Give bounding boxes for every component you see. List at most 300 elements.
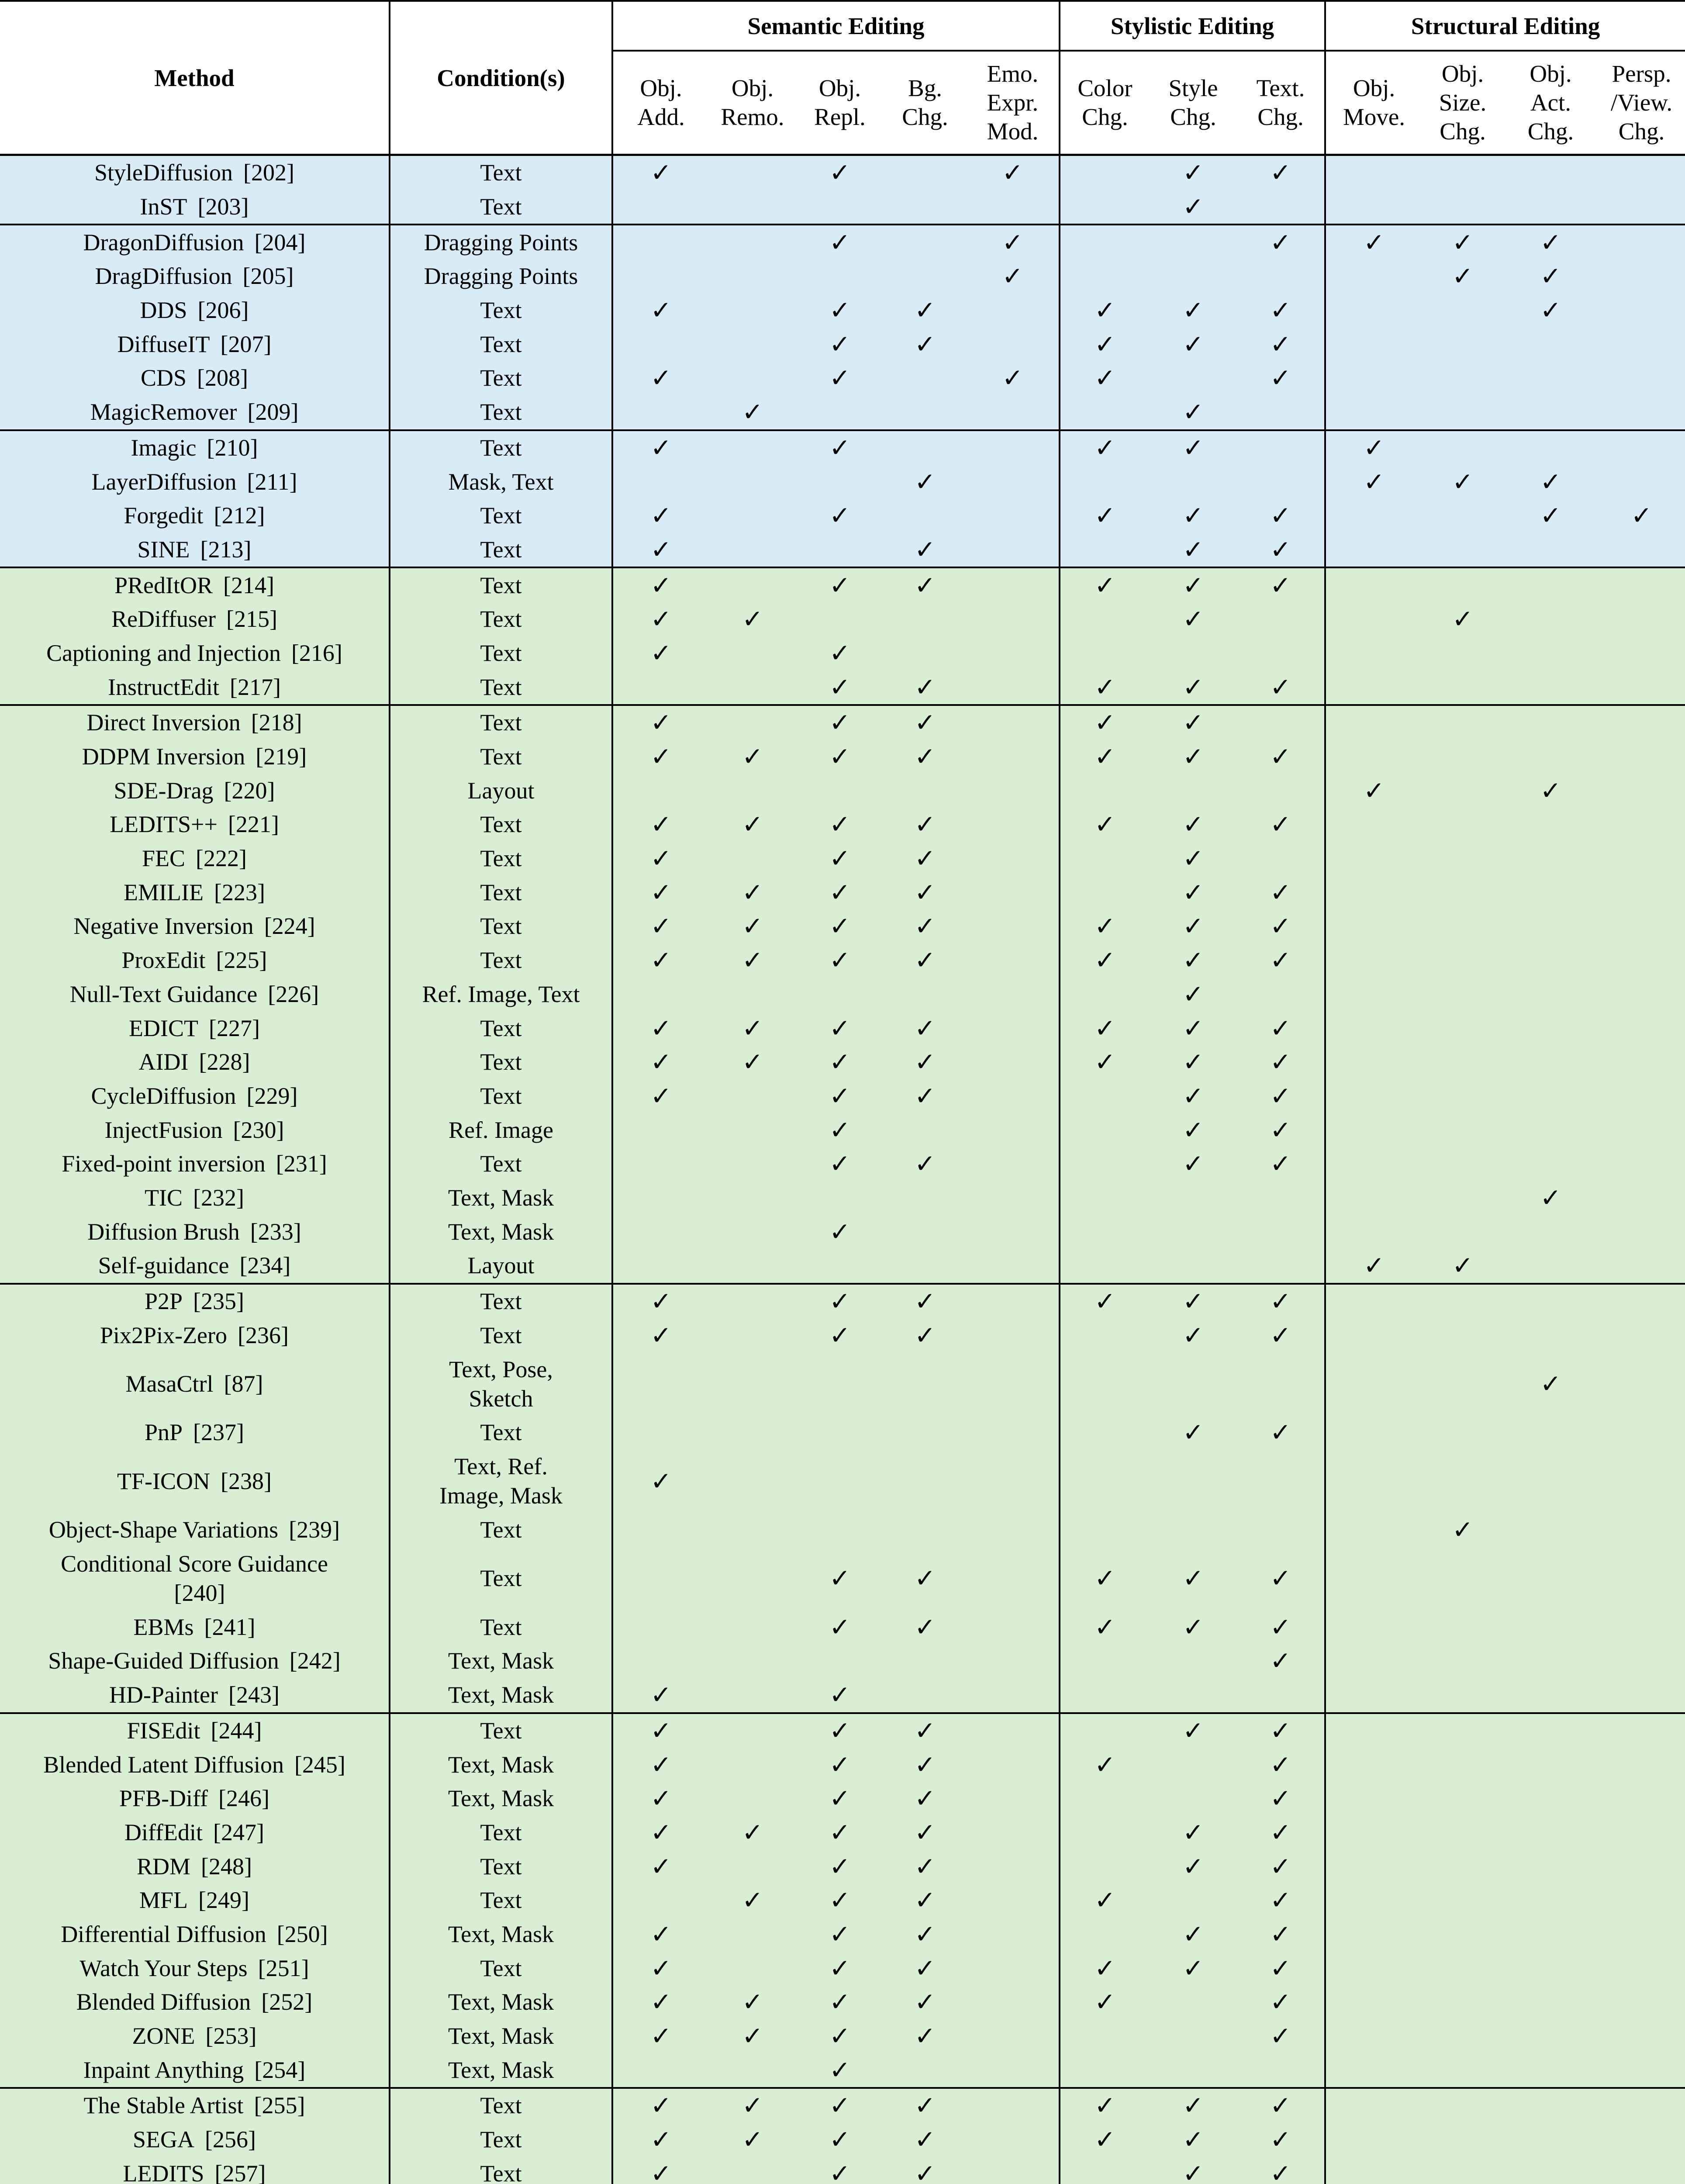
condition-cell [390,1849,612,1883]
checkmark-icon: ✓ [1237,740,1325,774]
empty-cell [884,155,967,190]
empty-cell [967,1215,1060,1249]
empty-cell [1422,2156,1503,2184]
empty-cell [709,1644,796,1678]
checkmark-icon: ✓ [1060,1547,1150,1610]
empty-cell [1503,1249,1598,1284]
empty-cell [1325,1513,1422,1547]
method-cell [0,943,390,978]
checkmark-icon: ✓ [796,1318,884,1352]
empty-cell [709,1113,796,1147]
method-header: Method [0,2,390,155]
empty-cell [884,2053,967,2088]
condition-cell [390,567,612,602]
checkmark-icon: ✓ [884,1079,967,1113]
checkmark-icon: ✓ [612,2156,709,2184]
empty-cell [1060,259,1150,294]
condition-cell [390,1113,612,1147]
checkmark-icon: ✓ [1422,259,1503,294]
method-cell [0,499,390,533]
checkmark-icon: ✓ [1237,1883,1325,1918]
empty-cell [884,1450,967,1513]
method-citation: [231] [276,1151,327,1177]
method-citation: [228] [199,1049,250,1075]
task-header-line: Chg. [902,104,948,130]
empty-cell [1325,1352,1422,1416]
method-name: MFL [139,1887,188,1914]
group-header-2: Structural Editing [1325,2,1685,51]
checkmark-icon: ✓ [612,1748,709,1782]
checkmark-icon: ✓ [1237,567,1325,602]
empty-cell [967,430,1060,465]
empty-cell [1060,190,1150,225]
checkmark-icon: ✓ [1237,1816,1325,1850]
method-name: RDM [137,1853,191,1880]
method-name: InST [140,194,187,220]
checkmark-icon: ✓ [1060,499,1150,533]
checkmark-icon: ✓ [1503,499,1598,533]
method-cell [0,1249,390,1284]
empty-cell [1598,2088,1685,2123]
empty-cell [709,327,796,361]
condition-text: Text [480,1517,522,1543]
empty-cell [709,1249,796,1284]
checkmark-icon: ✓ [796,1748,884,1782]
checkmark-icon: ✓ [1150,943,1237,978]
empty-cell [1503,1079,1598,1113]
condition-cell [390,1147,612,1181]
empty-cell [1325,1985,1422,2019]
empty-cell [1060,1678,1150,1713]
checkmark-icon: ✓ [796,225,884,259]
empty-cell [1150,1678,1237,1713]
checkmark-icon: ✓ [884,875,967,909]
empty-cell [1325,740,1422,774]
checkmark-icon: ✓ [1237,1318,1325,1352]
empty-cell [1325,808,1422,842]
empty-cell [1060,1918,1150,1952]
empty-cell [884,602,967,636]
empty-cell [1598,1113,1685,1147]
empty-cell [709,670,796,705]
empty-cell [1598,190,1685,225]
checkmark-icon: ✓ [1060,2123,1150,2157]
checkmark-icon: ✓ [1237,294,1325,328]
checkmark-icon: ✓ [796,808,884,842]
empty-cell [1598,1249,1685,1284]
empty-cell [1060,636,1150,670]
checkmark-icon: ✓ [967,259,1060,294]
empty-cell [1598,1513,1685,1547]
method-cell [0,1352,390,1416]
empty-cell [967,1450,1060,1513]
condition-cell [390,1513,612,1547]
empty-cell [709,1678,796,1713]
empty-cell [1237,842,1325,876]
task-header-line: Chg. [1527,118,1574,145]
empty-cell [1598,1215,1685,1249]
checkmark-icon: ✓ [1060,808,1150,842]
checkmark-icon: ✓ [1150,294,1237,328]
empty-cell [1237,190,1325,225]
empty-cell [1422,1147,1503,1181]
method-citation: [212] [214,502,265,529]
checkmark-icon: ✓ [1150,533,1237,568]
empty-cell [1325,190,1422,225]
task-header-line: Obj. [818,75,861,101]
condition-text: Text [480,811,522,838]
checkmark-icon: ✓ [884,670,967,705]
table-row [0,1215,1685,1249]
checkmark-icon: ✓ [1060,1951,1150,1985]
condition-text: Text [480,743,522,770]
method-name: The Stable Artist [83,2092,244,2119]
method-name: EMILIE [124,879,204,905]
checkmark-icon: ✓ [1150,1849,1237,1883]
checkmark-icon: ✓ [612,1782,709,1816]
checkmark-icon: ✓ [612,1816,709,1850]
checkmark-icon: ✓ [1503,225,1598,259]
empty-cell [796,978,884,1012]
empty-cell [1598,875,1685,909]
empty-cell [1237,1352,1325,1416]
checkmark-icon: ✓ [1150,499,1237,533]
empty-cell [709,1713,796,1748]
empty-cell [1150,225,1237,259]
method-cell [0,190,390,225]
empty-cell [796,774,884,808]
checkmark-icon: ✓ [1150,395,1237,430]
condition-text: Text [480,639,522,666]
method-citation: [247] [213,1819,264,1845]
checkmark-icon: ✓ [1598,499,1685,533]
empty-cell [709,499,796,533]
table-row [0,1985,1685,2019]
empty-cell [967,190,1060,225]
checkmark-icon: ✓ [796,1547,884,1610]
empty-cell [1150,2053,1237,2088]
empty-cell [1150,259,1237,294]
table-row [0,430,1685,465]
empty-cell [709,567,796,602]
checkmark-icon: ✓ [1325,465,1422,499]
empty-cell [796,1416,884,1450]
empty-cell [1325,361,1422,395]
checkmark-icon: ✓ [796,2123,884,2157]
empty-cell [1060,1079,1150,1113]
empty-cell [1422,361,1503,395]
empty-cell [612,1147,709,1181]
condition-text: Text [480,709,522,736]
empty-cell [612,978,709,1012]
empty-cell [1598,1011,1685,1045]
method-citation: [224] [264,913,315,940]
empty-cell [1422,395,1503,430]
empty-cell [1237,1513,1325,1547]
condition-text: Text, Mask [448,1921,554,1947]
checkmark-icon: ✓ [1150,2123,1237,2157]
checkmark-icon: ✓ [884,909,967,943]
method-name: PnP [144,1419,183,1446]
condition-cell [390,1547,612,1610]
method-name: Negative Inversion [73,913,254,940]
empty-cell [967,740,1060,774]
method-citation: [242] [289,1648,341,1674]
condition-text: Text, Mask [448,1184,554,1211]
condition-cell [390,875,612,909]
checkmark-icon: ✓ [1503,1352,1598,1416]
checkmark-icon: ✓ [884,1985,967,2019]
condition-text: Text [480,1419,522,1446]
empty-cell [884,1644,967,1678]
empty-cell [1060,1513,1150,1547]
checkmark-icon: ✓ [1237,1045,1325,1079]
empty-cell [1598,430,1685,465]
empty-cell [1598,1678,1685,1713]
method-citation: [233] [250,1218,301,1245]
empty-cell [709,465,796,499]
condition-text: Text [480,845,522,872]
empty-cell [1325,1816,1422,1850]
empty-cell [1060,1416,1150,1450]
condition-cell [390,1748,612,1782]
task-header-10 [1503,51,1598,155]
empty-cell [1325,909,1422,943]
condition-cell [390,2123,612,2157]
checkmark-icon: ✓ [1237,1610,1325,1644]
empty-cell [1237,1181,1325,1215]
empty-cell [612,2053,709,2088]
empty-cell [1598,327,1685,361]
method-citation: [246] [218,1785,270,1812]
empty-cell [1503,1215,1598,1249]
empty-cell [709,636,796,670]
condition-cell [390,842,612,876]
empty-cell [1598,1318,1685,1352]
checkmark-icon: ✓ [1150,808,1237,842]
checkmark-icon: ✓ [612,1318,709,1352]
table-row [0,670,1685,705]
checkmark-icon: ✓ [796,361,884,395]
checkmark-icon: ✓ [796,294,884,328]
empty-cell [884,1678,967,1713]
method-citation: [216] [291,639,342,666]
checkmark-icon: ✓ [1237,327,1325,361]
empty-cell [1150,1883,1237,1918]
empty-cell [709,155,796,190]
empty-cell [884,1113,967,1147]
checkmark-icon: ✓ [1060,1985,1150,2019]
method-citation: [237] [193,1419,245,1446]
condition-cell [390,1951,612,1985]
checkmark-icon: ✓ [796,1113,884,1147]
table-row [0,2019,1685,2053]
empty-cell [1503,2156,1598,2184]
empty-cell [612,190,709,225]
checkmark-icon: ✓ [796,1147,884,1181]
checkmark-icon: ✓ [1237,875,1325,909]
empty-cell [1325,1318,1422,1352]
empty-cell [884,190,967,225]
checkmark-icon: ✓ [709,1011,796,1045]
table-row [0,155,1685,190]
condition-text: Layout [467,777,535,804]
method-name: DDS [140,297,187,324]
checkmark-icon: ✓ [1150,602,1237,636]
checkmark-icon: ✓ [1503,774,1598,808]
conditions-header: Condition(s) [390,2,612,155]
condition-cell [390,740,612,774]
empty-cell [1598,2019,1685,2053]
empty-cell [1325,1450,1422,1513]
empty-cell [1422,1181,1503,1215]
condition-text: Image, Mask [439,1482,563,1509]
empty-cell [1598,1450,1685,1513]
checkmark-icon: ✓ [884,533,967,568]
table-row [0,567,1685,602]
method-cell [0,1284,390,1319]
condition-cell [390,1318,612,1352]
task-header-line: Size. [1439,89,1487,116]
table-row [0,875,1685,909]
empty-cell [1422,1713,1503,1748]
condition-text: Text [480,1151,522,1177]
method-cell [0,225,390,259]
condition-text: Text, Mask [448,2023,554,2049]
table-row [0,190,1685,225]
empty-cell [1422,1284,1503,1319]
checkmark-icon: ✓ [612,1045,709,1079]
empty-cell [1325,1113,1422,1147]
checkmark-icon: ✓ [612,1284,709,1319]
empty-cell [1503,1318,1598,1352]
method-name: Watch Your Steps [79,1955,248,1981]
method-name: FISEdit [127,1717,200,1744]
table-row [0,705,1685,740]
checkmark-icon: ✓ [1237,1416,1325,1450]
checkmark-icon: ✓ [612,430,709,465]
empty-cell [967,808,1060,842]
method-name: StyleDiffusion [94,159,233,186]
checkmark-icon: ✓ [1150,327,1237,361]
condition-cell [390,190,612,225]
method-citation: [219] [256,743,307,770]
empty-cell [1060,1644,1150,1678]
checkmark-icon: ✓ [1150,1284,1237,1319]
checkmark-icon: ✓ [1237,2156,1325,2184]
empty-cell [1325,294,1422,328]
method-name: LEDITS++ [110,811,218,838]
empty-cell [1598,1883,1685,1918]
empty-cell [1422,670,1503,705]
method-cell [0,1011,390,1045]
condition-text: Text [480,1614,522,1640]
checkmark-icon: ✓ [612,1678,709,1713]
empty-cell [884,636,967,670]
method-citation: [203] [197,194,249,220]
empty-cell [1060,2019,1150,2053]
table-row [0,1713,1685,1748]
task-header-9 [1422,51,1503,155]
checkmark-icon: ✓ [1422,1249,1503,1284]
empty-cell [1598,602,1685,636]
checkmark-icon: ✓ [884,465,967,499]
method-citation: [208] [197,365,248,391]
empty-cell [612,1249,709,1284]
empty-cell [1325,1951,1422,1985]
condition-cell [390,155,612,190]
checkmark-icon: ✓ [1237,499,1325,533]
table-row [0,2053,1685,2088]
method-cell [0,2156,390,2184]
task-header-line: /View. [1610,89,1673,116]
empty-cell [1503,361,1598,395]
empty-cell [709,1147,796,1181]
condition-cell [390,1249,612,1284]
table-row [0,808,1685,842]
checkmark-icon: ✓ [612,361,709,395]
method-name: Shape-Guided Diffusion [48,1648,279,1674]
method-name: P2P [144,1288,183,1315]
condition-text: Text [480,2126,522,2153]
empty-cell [1237,2053,1325,2088]
empty-cell [967,875,1060,909]
empty-cell [1503,1011,1598,1045]
empty-cell [1503,2019,1598,2053]
empty-cell [967,1883,1060,1918]
checkmark-icon: ✓ [884,1713,967,1748]
empty-cell [1422,1782,1503,1816]
empty-cell [1060,533,1150,568]
method-name: DiffuseIT [117,331,210,357]
method-name: Object-Shape Variations [48,1517,279,1543]
condition-cell [390,2088,612,2123]
empty-cell [1503,1678,1598,1713]
empty-cell [1060,842,1150,876]
empty-cell [1503,1985,1598,2019]
empty-cell [709,1215,796,1249]
empty-cell [709,1748,796,1782]
method-cell [0,2053,390,2088]
checkmark-icon: ✓ [1150,705,1237,740]
method-name: Fixed-point inversion [62,1151,266,1177]
condition-cell [390,1644,612,1678]
method-cell [0,740,390,774]
checkmark-icon: ✓ [1237,1113,1325,1147]
empty-cell [709,294,796,328]
empty-cell [796,1181,884,1215]
method-cell [0,602,390,636]
empty-cell [1503,1513,1598,1547]
checkmark-icon: ✓ [709,1985,796,2019]
condition-text: Text [480,1082,522,1109]
checkmark-icon: ✓ [1060,943,1150,978]
condition-cell [390,943,612,978]
method-name: Self-guidance [98,1252,229,1279]
checkmark-icon: ✓ [884,1147,967,1181]
empty-cell [1325,155,1422,190]
empty-cell [1422,978,1503,1012]
empty-cell [1503,1284,1598,1319]
empty-cell [884,395,967,430]
empty-cell [884,1181,967,1215]
empty-cell [612,465,709,499]
empty-cell [967,1011,1060,1045]
empty-cell [1503,636,1598,670]
condition-text: Text [480,2092,522,2119]
table-row [0,774,1685,808]
empty-cell [1325,1644,1422,1678]
